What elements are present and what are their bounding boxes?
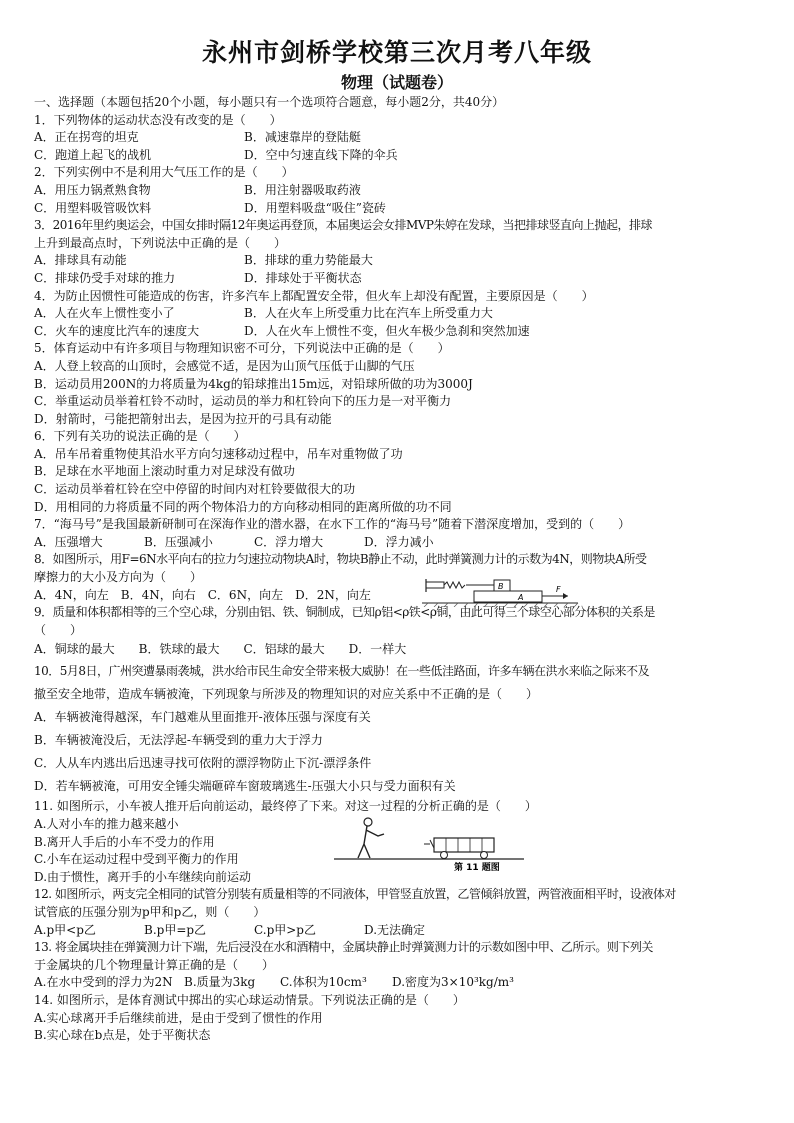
question-14-stem: 14. 如图所示，是体育测试中掷出的实心球运动情景。下列说法正确的是（ ）	[34, 992, 465, 1007]
question-7-options	[34, 534, 760, 552]
question-13-stem-line2: 于金属块的几个物理量计算正确的是（ ）	[34, 957, 275, 972]
option-d: D．空中匀速直线下降的伞兵	[244, 147, 398, 162]
option-c: C.p甲>p乙	[254, 922, 316, 937]
question-5-option-a: A．人登上较高的山顶时，会感觉不适，是因为山顶气压低于山脚的气压	[34, 358, 415, 373]
option-d: D．浮力减小	[364, 534, 434, 549]
question-4-stem: 4．为防止因惯性可能造成的伤害，许多汽车上都配置安全带，但火车上却没有配置，主要原因是（ ）	[34, 288, 594, 303]
option-d: D.无法确定	[364, 922, 426, 937]
question-14-option-a: A.实心球离开手后继续前进，是由于受到了惯性的作用	[34, 1010, 323, 1025]
question-11	[34, 798, 760, 886]
question-2-stem: 2．下列实例中不是利用大气压工作的是（ ）	[34, 165, 294, 180]
option-b: B．压强减小	[144, 534, 213, 549]
question-11-option-c: C.小车在运动过程中受到平衡力的作用	[34, 852, 239, 867]
option-d: D．排球处于平衡状态	[244, 270, 362, 285]
question-10	[34, 660, 760, 798]
question-12-stem-line1: 12. 如图所示，两支完全相同的试管分别装有质量相等的不同液体，甲管竖直放置，乙管倾斜放置，两管液面相平时，设液体对	[34, 887, 676, 902]
question-12-options	[34, 922, 760, 940]
option-c: C.体积为10cm³	[280, 975, 367, 990]
option-c: C．跑道上起飞的战机	[34, 147, 152, 162]
question-10-option-a: A．车辆被淹得越深，车门越难从里面推开-液体压强与深度有关	[34, 710, 371, 725]
section-heading: 一、选择题（本题包括20个小题，每小题只有一个选项符合题意，每小题2分，共40分）	[34, 95, 505, 109]
option-a: A．排球具有动能	[34, 253, 127, 268]
exam-subtitle: 物理（试题卷）	[340, 73, 453, 92]
option-c: C．浮力增大	[254, 534, 324, 549]
question-4-options-cd	[34, 323, 760, 341]
person-head-icon	[364, 818, 372, 826]
option-b: B．用注射器吸取药液	[244, 182, 361, 197]
question-5-option-b: B．运动员用200N的力将质量为4kg的铅球推出15m远，对铅球所做的功为3000J	[34, 376, 473, 391]
option-b: B．人在火车上所受重力比在汽车上所受重力大	[244, 306, 493, 321]
figure-11-caption: 第 11 题图	[454, 863, 500, 873]
option-b: B．减速靠岸的登陆艇	[244, 130, 361, 145]
option-d: D．用塑料吸盘“吸住”瓷砖	[244, 200, 386, 215]
question-12-stem-line2: 试管底的压强分别为p甲和p乙，则（ ）	[34, 904, 266, 919]
cart-wheel-icon	[441, 852, 448, 859]
spring-block-figure	[422, 577, 580, 607]
question-10-stem-line1: 10．5月8日，广州突遭暴雨袭城，洪水给市民生命安全带来极大威胁！在一些低洼路面，许多车辆在洪水来临之际来不及	[34, 664, 650, 679]
question-1-stem: 1．下列物体的运动状态没有改变的是（ ）	[34, 112, 282, 127]
option-b: B．排球的重力势能最大	[244, 253, 373, 268]
cart-body-icon	[434, 838, 494, 852]
exam-title: 永州市剑桥学校第三次月考八年级	[201, 38, 592, 67]
exam-page	[34, 36, 760, 1045]
question-8-stem-line2: 摩擦力的大小及方向为（ ）	[34, 570, 203, 585]
question-6-stem: 6．下列有关功的说法正确的是（ ）	[34, 429, 246, 444]
question-1-options-ab	[34, 129, 760, 147]
question-4-options-ab	[34, 305, 760, 323]
question-10-option-d: D．若车辆被淹，可用安全锤尖端砸碎车窗玻璃逃生-压强大小只与受力面积有关	[34, 779, 456, 794]
option-c: C．火车的速度比汽车的速度大	[34, 323, 200, 338]
question-5-option-c: C．举重运动员举着杠铃不动时，运动员的举力和杠铃向下的压力是一对平衡力	[34, 394, 452, 409]
question-10-option-c: C．人从车内逃出后迅速寻找可依附的漂浮物防止下沉-漂浮条件	[34, 756, 372, 771]
option-c: C．用塑料吸管吸饮料	[34, 200, 152, 215]
question-6-option-d: D．用相同的力将质量不同的两个物体沿力的方向移动相同的距离所做的功不同	[34, 499, 452, 514]
question-5-option-d: D．射箭时，弓能把箭射出去，是因为拉开的弓具有动能	[34, 411, 332, 426]
option-a: A.在水中受到的浮力为2N	[34, 975, 173, 990]
block-b-label: B	[498, 581, 504, 591]
question-6-option-a: A．吊车吊着重物使其沿水平方向匀速移动过程中，吊车对重物做了功	[34, 446, 403, 461]
question-11-option-d: D.由于惯性，离开手的小车继续向前运动	[34, 869, 252, 884]
question-13-options	[34, 974, 760, 992]
option-a: A．用压力锅煮熟食物	[34, 182, 151, 197]
person-body-icon	[358, 826, 384, 858]
force-f-label: F	[556, 584, 561, 594]
question-8-options-row	[34, 581, 760, 605]
question-8-options: A．4N，向左 B．4N，向右 C．6N，向左 D．2N，向左	[34, 587, 371, 602]
question-3-stem-line2: 上升到最高点时，下列说法中正确的是（ ）	[34, 235, 287, 250]
option-a: A．正在拐弯的坦克	[34, 130, 139, 145]
question-11-option-a: A.人对小车的推力越来越小	[34, 817, 179, 831]
question-9-stem-line2: （ ）	[34, 622, 83, 637]
question-13-stem-line1: 13. 将金属块挂在弹簧测力计下端，先后浸没在水和酒精中，金属块静止时弹簧测力计的示数如图中甲、乙所示。则下列关	[34, 940, 653, 955]
block-a-label: A	[518, 592, 524, 602]
question-8-stem-line1: 8．如图所示，用F=6N水平向右的拉力匀速拉动物块A时，物块B静止不动，此时弹簧测力计的示数为4N，则物块A所受	[34, 552, 647, 567]
option-b: B.p甲=p乙	[144, 922, 207, 937]
option-a: A．人在火车上惯性变小了	[34, 306, 175, 321]
option-b: B.质量为3kg	[184, 975, 256, 990]
question-10-option-b: B．车辆被淹没后，无法浮起-车辆受到的重力大于浮力	[34, 733, 323, 748]
question-14-option-b: B.实心球在b点是，处于平衡状态	[34, 1028, 211, 1043]
option-a: A．压强增大	[34, 534, 103, 549]
question-2-options-ab	[34, 182, 760, 200]
question-7-stem: 7．“海马号”是我国最新研制可在深海作业的潜水器，在水下工作的“海马号”随着下潜深度增加，受到的（ ）	[34, 517, 631, 532]
question-1-options-cd	[34, 147, 760, 165]
question-3-stem-line1: 3．2016年里约奥运会，中国女排时隔12年奥运再登顶，本届奥运会女排MVP朱婷在发球，当把排球竖直向上抛起，排球	[34, 218, 652, 233]
block-a-icon	[474, 591, 542, 602]
option-a: A.p甲<p乙	[34, 922, 96, 937]
question-9-stem-line1: 9．质量和体积都相等的三个空心球，分别由铝、铁、铜制成，已知ρ铝<ρ铁<ρ铜，由此可得三个球空心部分体积的关系是	[34, 605, 655, 620]
question-9-options: A．铜球的最大 B．铁球的最大 C．铝球的最大 D．一样大	[34, 642, 407, 657]
option-c: C．排球仍受手对球的推力	[34, 270, 176, 285]
question-3-options-cd	[34, 270, 760, 288]
question-10-stem-line2: 撤至安全地带，造成车辆被淹，下列现象与所涉及的物理知识的对应关系中不正确的是（ ）	[34, 687, 539, 702]
question-5-stem: 5．体育运动中有许多项目与物理知识密不可分，下列说法中正确的是（ ）	[34, 341, 450, 356]
question-11-option-b: B.离开人手后的小车不受力的作用	[34, 834, 215, 849]
question-3-options-ab	[34, 252, 760, 270]
question-6-option-c: C．运动员举着杠铃在空中停留的时间内对杠铃要做很大的功	[34, 482, 356, 497]
question-2-options-cd	[34, 200, 760, 218]
option-d: D．人在火车上惯性不变，但火车极少急刹和突然加速	[244, 323, 530, 338]
question-11-stem: 11. 如图所示，小车被人推开后向前运动，最终停了下来。对这一过程的分析正确的是（ ）	[34, 799, 537, 814]
option-d: D.密度为3×10³kg/m³	[392, 975, 514, 990]
push-cart-figure	[334, 816, 524, 872]
cart-wheel-icon	[481, 852, 488, 859]
question-6-option-b: B．足球在水平地面上滚动时重力对足球没有做功	[34, 464, 295, 479]
